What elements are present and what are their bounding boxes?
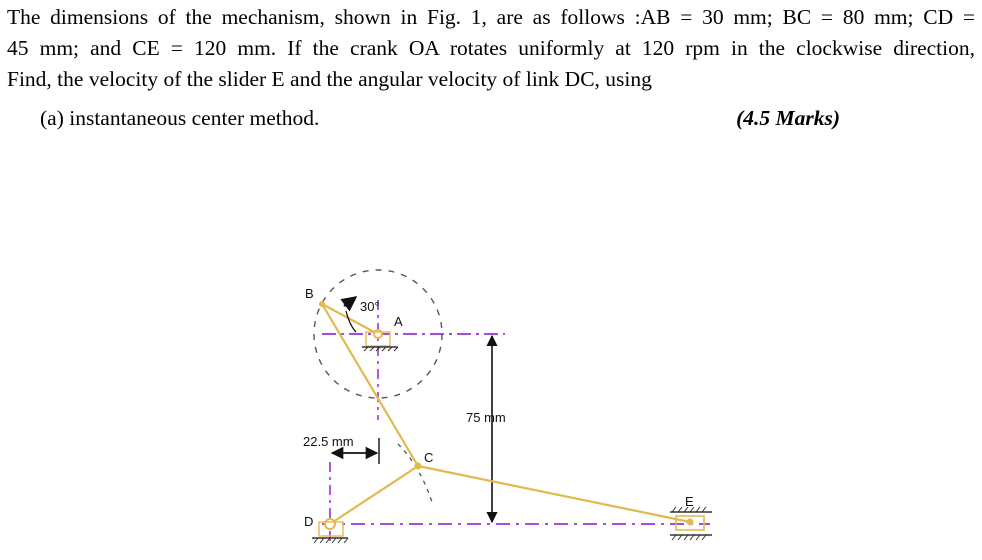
label-a: A [394, 314, 403, 329]
angle-label: 30° [360, 299, 380, 314]
link-ce [418, 466, 690, 522]
dim-22-5-label: 22.5 mm [303, 434, 354, 449]
label-d: D [304, 514, 314, 529]
angle-ref-line [344, 297, 356, 306]
part-a-text: (a) instantaneous center method. [40, 106, 320, 130]
part-a-marks: (4.5 Marks) [736, 106, 840, 130]
joint-c [415, 463, 422, 470]
problem-line-3: Find, the velocity of the slider E and the angular velocity of link DC, using [7, 67, 652, 91]
problem-line-2: 45 mm; and CE = 120 mm. If the crank OA rotates uniformly at 120 rpm in the clockwise direction, [7, 36, 975, 60]
label-e: E [685, 494, 694, 509]
link-dc [330, 466, 418, 524]
joint-b [319, 301, 325, 307]
dim-75-label: 75 mm [466, 410, 506, 425]
pivot-a [362, 330, 398, 351]
label-c: C [424, 450, 434, 465]
problem-line-1: The dimensions of the mechanism, shown in Fig. 1, are as follows :AB = 30 mm; BC = 80 mm; CD = [7, 5, 975, 29]
label-b: B [305, 286, 314, 301]
